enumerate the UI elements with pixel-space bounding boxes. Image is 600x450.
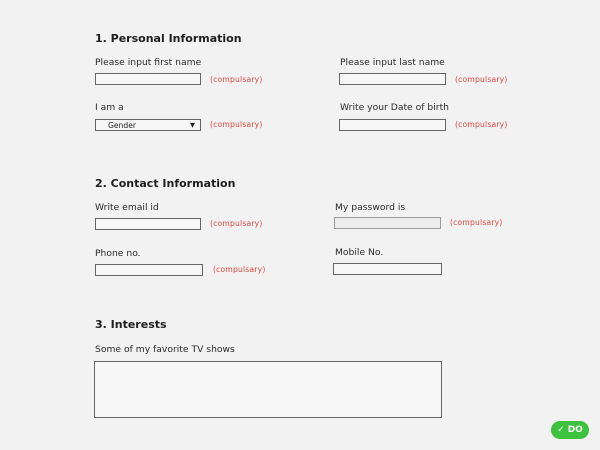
last-name-label: Please input last name	[340, 57, 445, 68]
password-label: My password is	[335, 202, 406, 213]
dob-required-note: (compulsary)	[455, 120, 508, 129]
dob-input[interactable]	[339, 119, 446, 131]
password-required-note: (compulsary)	[450, 218, 503, 227]
phone-input[interactable]	[95, 264, 203, 276]
section-title-contact: 2. Contact Information	[95, 177, 236, 190]
gender-label: I am a	[95, 102, 124, 113]
mobile-input[interactable]	[333, 263, 442, 275]
gender-select[interactable]	[95, 119, 201, 131]
first-name-label: Please input first name	[95, 57, 202, 68]
do-button[interactable]	[551, 421, 589, 439]
chevron-down-icon: ▼	[190, 121, 195, 129]
phone-required-note: (compulsary)	[213, 265, 266, 274]
email-required-note: (compulsary)	[210, 219, 263, 228]
email-label: Write email id	[95, 202, 159, 213]
password-input[interactable]	[334, 217, 441, 229]
mobile-label: Mobile No.	[335, 247, 384, 258]
section-title-personal: 1. Personal Information	[95, 32, 242, 45]
do-button-label: DO	[567, 425, 583, 435]
tv-shows-textarea[interactable]	[94, 361, 442, 418]
section-title-interests: 3. Interests	[95, 318, 167, 331]
check-icon: ✓	[557, 424, 565, 435]
phone-label: Phone no.	[95, 248, 141, 259]
tv-shows-label: Some of my favorite TV shows	[95, 344, 235, 355]
gender-required-note: (compulsary)	[210, 120, 263, 129]
first-name-input[interactable]	[95, 73, 201, 85]
gender-select-value: Gender	[108, 120, 136, 130]
last-name-required-note: (compulsary)	[455, 75, 508, 84]
email-input[interactable]	[95, 218, 201, 230]
last-name-input[interactable]	[339, 73, 446, 85]
dob-label: Write your Date of birth	[340, 102, 449, 113]
first-name-required-note: (compulsary)	[210, 75, 263, 84]
